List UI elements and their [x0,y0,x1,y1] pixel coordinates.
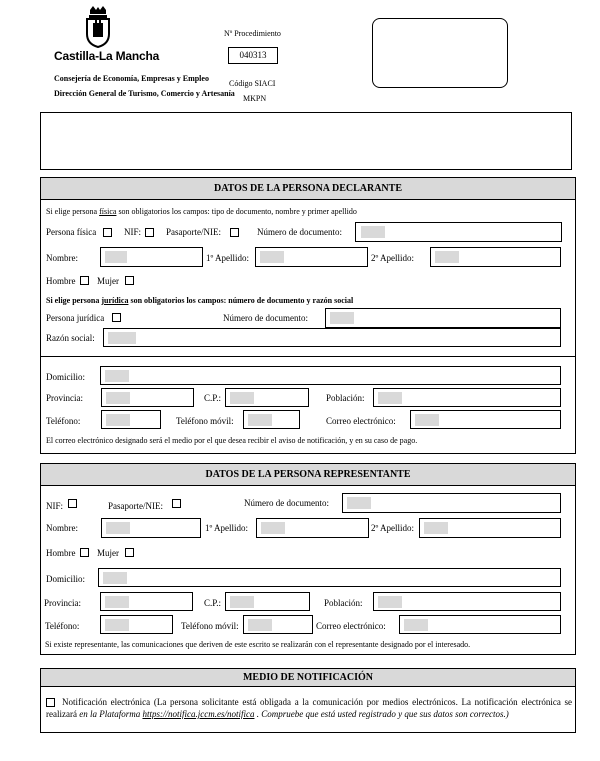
rep-telefono-movil-field[interactable] [243,615,313,634]
fisica-note [46,207,357,216]
telefono-label: Teléfono: [46,416,81,426]
rep-nombre-label: Nombre: [46,523,78,533]
nif-checkbox[interactable] [145,228,154,237]
rep-apellido2-label: 2º Apellido: [371,523,415,533]
notifica-link[interactable]: https://notifica.jccm.es/notifica [142,709,255,719]
rep-telefono-movil-label: Teléfono móvil: [181,621,239,631]
numero-documento-field[interactable] [355,222,562,242]
persona-fisica-checkbox[interactable] [103,228,112,237]
correo-label: Correo electrónico: [326,416,396,426]
poblacion-field[interactable] [373,388,561,407]
rep-hombre-label: Hombre [46,548,76,558]
procedimiento-value [228,47,278,64]
consejeria-text: Consejería de Economía, Empresas y Empleo [54,74,209,83]
notificacion-title-text: MEDIO DE NOTIFICACIÓN [242,672,373,683]
persona-juridica-checkbox[interactable] [112,313,121,322]
domicilio-field[interactable] [100,366,561,385]
rep-apellido1-field[interactable] [256,518,369,538]
persona-juridica-label: Persona jurídica [46,313,105,323]
apellido2-field[interactable] [430,247,561,267]
rep-cp-field[interactable] [225,592,310,611]
rep-poblacion-field[interactable] [373,592,561,611]
razon-social-label: Razón social: [46,333,95,343]
rep-telefono-field[interactable] [100,615,173,634]
correo-note: El correo electrónico designado será el medio por el que desea recibir el aviso de notificación, y en su caso de pago. [46,436,418,445]
telefono-movil-field[interactable] [243,410,300,429]
rep-mujer-checkbox[interactable] [125,548,134,557]
rep-pasaporte-checkbox[interactable] [172,499,181,508]
juridica-note [46,296,353,305]
persona-fisica-label: Persona física [46,227,97,237]
notificacion-text-main: Notificación electrónica (La persona solicitante está obligada a la comunicación por medios electrónicos. La notificación electrónica se realizará [46,697,572,719]
rep-cp-label: C.P.: [204,598,222,608]
header-blank-box [40,112,572,170]
rep-apellido2-field[interactable] [419,518,561,538]
mujer-checkbox[interactable] [125,276,134,285]
declarante-divider [40,356,576,357]
provincia-field[interactable] [101,388,194,407]
pasaporte-label: Pasaporte/NIE: [166,227,221,237]
fisica-note-pre: Si elige persona [46,207,100,216]
apellido2-label: 2º Apellido: [371,253,415,263]
nombre-field[interactable] [100,247,203,267]
rep-provincia-field[interactable] [100,592,193,611]
cp-label: C.P.: [204,393,222,403]
rep-domicilio-field[interactable] [98,568,561,587]
rep-nif-checkbox[interactable] [68,499,77,508]
domicilio-label: Domicilio: [46,372,85,382]
rep-poblacion-label: Población: [324,598,363,608]
juridica-note-pre: Si elige persona [46,296,102,305]
pasaporte-checkbox[interactable] [230,228,239,237]
direccion-text: Dirección General de Turismo, Comercio y Artesanía [54,89,235,98]
mujer-label: Mujer [97,276,119,286]
notificacion-text [46,696,572,720]
rep-mujer-label: Mujer [97,548,119,558]
rep-domicilio-label: Domicilio: [46,574,85,584]
poblacion-label: Población: [326,393,365,403]
numero-documento2-label: Número de documento: [223,313,308,323]
representante-title [41,464,575,486]
declarante-title-text: DATOS DE LA PERSONA DECLARANTE [213,183,402,194]
notificacion-title [41,669,575,687]
razon-social-field[interactable] [103,328,561,347]
rep-nombre-field[interactable] [101,518,201,538]
rep-telefono-label: Teléfono: [45,621,80,631]
hombre-checkbox[interactable] [80,276,89,285]
apellido1-field[interactable] [255,247,368,267]
notificacion-text-italic-post: . Compruebe que está usted registrado y que sus datos son correctos.) [254,709,509,719]
rep-hombre-checkbox[interactable] [80,548,89,557]
representante-note: Si existe representante, las comunicaciones que deriven de este escrito se realizarán con el representante designado por el interesado. [45,640,471,649]
declarante-title [41,178,575,200]
representante-title-text: DATOS DE LA PERSONA REPRESENTANTE [205,469,411,480]
nif-label: NIF: [124,227,142,237]
cp-field[interactable] [225,388,309,407]
juridica-note-underline: jurídica [101,296,129,305]
fisica-note-underline: física [99,207,117,216]
rep-provincia-label: Provincia: [44,598,81,608]
numero-documento2-field[interactable] [325,308,561,328]
codigo-siaci-label: Código SIACI [229,79,276,88]
hombre-label: Hombre [46,276,76,286]
codigo-siaci-value: MKPN [243,94,267,103]
telefono-field[interactable] [101,410,161,429]
apellido1-label: 1º Apellido: [206,253,250,263]
rep-pasaporte-label: Pasaporte/NIE: [108,501,163,511]
rep-numero-documento-label: Número de documento: [244,498,329,508]
rep-numero-documento-field[interactable] [342,493,561,513]
numero-documento-label: Número de documento: [257,227,342,237]
rep-apellido1-label: 1º Apellido: [205,523,249,533]
rep-nif-label: NIF: [46,501,64,511]
notificacion-text-italic-pre: en la Plataforma [76,709,143,719]
provincia-label: Provincia: [46,393,83,403]
juridica-note-post: son obligatorios los campos: número de documento y razón social [128,296,354,305]
procedimiento-number: 040313 [239,50,267,60]
logo-text: Castilla-La Mancha [54,49,160,63]
fisica-note-post: son obligatorios los campos: tipo de documento, nombre y primer apellido [116,207,357,216]
registry-stamp-box [372,18,508,88]
correo-field[interactable] [410,410,561,429]
rep-correo-label: Correo electrónico: [316,621,386,631]
rep-correo-field[interactable] [399,615,561,634]
telefono-movil-label: Teléfono móvil: [176,416,234,426]
coat-of-arms-logo [84,6,112,48]
procedimiento-label: Nº Procedimiento [224,29,281,38]
nombre-label: Nombre: [46,253,78,263]
